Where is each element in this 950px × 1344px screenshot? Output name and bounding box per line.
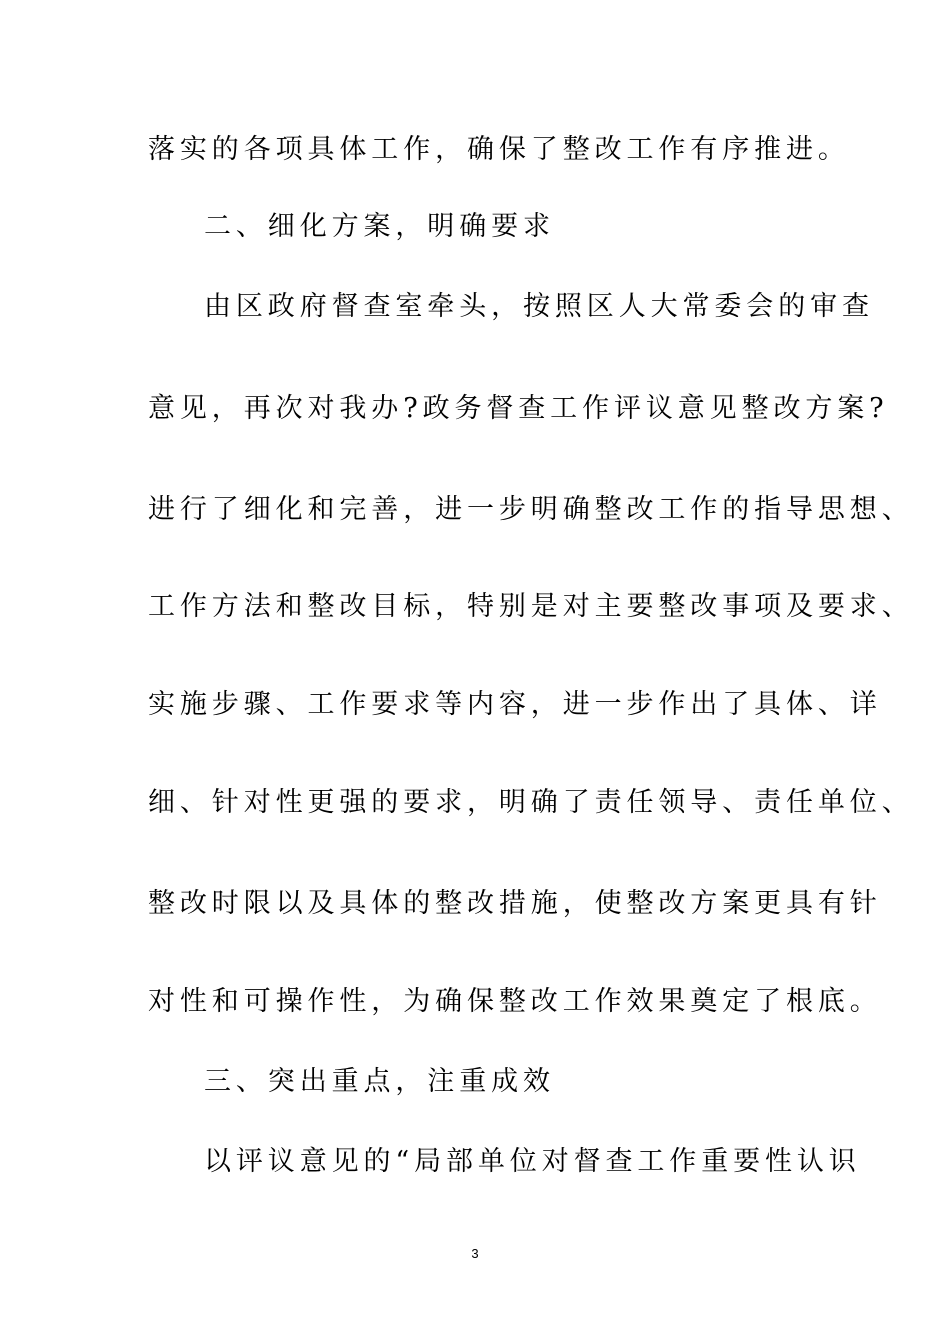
paragraph-line: 落实的各项具体工作，确保了整改工作有序推进。 — [148, 134, 850, 165]
paragraph-line: 以评议意见的“局部单位对督查工作重要性认识 — [204, 1146, 861, 1177]
section-heading: 二、细化方案，明确要求 — [204, 211, 555, 242]
page-number: 3 — [471, 1246, 479, 1261]
paragraph-line: 工作方法和整改目标，特别是对主要整改事项及要求、 — [148, 591, 914, 622]
paragraph-line: 进行了细化和完善，进一步明确整改工作的指导思想、 — [148, 494, 914, 525]
paragraph-line: 意见，再次对我办?政务督查工作评议意见整改方案? — [148, 393, 889, 424]
paragraph-line: 由区政府督查室牵头，按照区人大常委会的审查 — [204, 291, 874, 322]
paragraph-line: 整改时限以及具体的整改措施，使整改方案更具有针 — [148, 888, 882, 919]
section-heading: 三、突出重点，注重成效 — [204, 1066, 555, 1097]
paragraph-line: 细、针对性更强的要求，明确了责任领导、责任单位、 — [148, 787, 914, 818]
paragraph-line: 实施步骤、工作要求等内容，进一步作出了具体、详 — [148, 689, 882, 720]
paragraph-line: 对性和可操作性，为确保整改工作效果奠定了根底。 — [148, 986, 882, 1017]
